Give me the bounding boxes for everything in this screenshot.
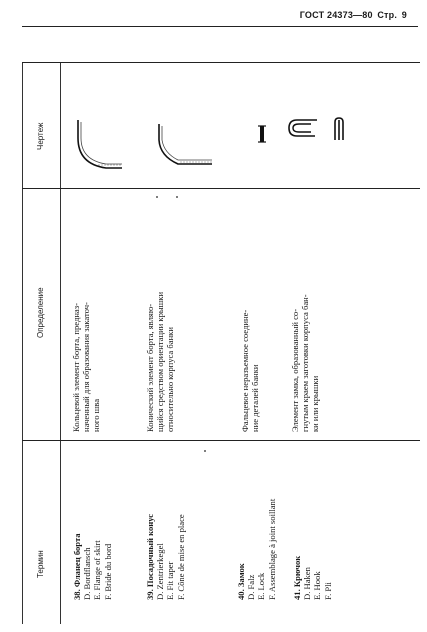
definition-line: Фальцевое неразъемное соедине-: [240, 309, 250, 432]
definition-line: щийся средством ориентации крышки: [155, 291, 166, 432]
term-french: F. Assemblage à joint soillant: [266, 498, 277, 600]
term-title: 41. Крючок: [292, 555, 302, 600]
page-header: [298, 10, 407, 20]
term-french: F. Bride du bord: [102, 543, 113, 600]
term-english: E. Hook: [312, 571, 323, 600]
term-definition-divider: [22, 440, 420, 441]
taper-profile-icon: [156, 122, 214, 172]
definition-drawing-divider: [22, 188, 420, 189]
table-left-border: [22, 62, 23, 624]
term-german: D. Zentrierkegel: [155, 543, 166, 600]
definition-entry-39: [145, 292, 176, 432]
term-title: 40. Замок: [236, 563, 246, 600]
term-entry-40: [236, 499, 277, 600]
standard-number: ГОСТ 24373—80: [299, 10, 373, 20]
definition-line: ние деталей банки: [250, 364, 261, 432]
column-head-term: Термин: [36, 550, 45, 578]
definition-line: ного шва: [91, 398, 102, 432]
definition-line: гнутым краем заготовки корпуса бан-: [300, 294, 311, 432]
header-rule: [22, 26, 418, 27]
term-german: D. Falz: [246, 574, 257, 600]
term-german: D. Bordflansch: [82, 547, 93, 600]
term-english: E. Lock: [256, 572, 267, 600]
table-top-border: [22, 62, 420, 63]
term-title: 38. Фланец борта: [72, 533, 82, 600]
column-head-drawing: Чертеж: [36, 122, 45, 150]
column-head-definition: Определение: [36, 287, 45, 338]
term-entry-38: [72, 533, 113, 600]
definition-line: относительно корпуса банки: [165, 327, 176, 432]
term-french: F. Cône de mise en place: [175, 514, 186, 600]
lock-seam-icon: [256, 124, 270, 146]
term-entry-41: [292, 556, 333, 600]
term-title: 39. Посадочный конус: [145, 513, 155, 600]
header-row-divider: [60, 62, 61, 624]
page-label: Стр.: [377, 10, 398, 20]
term-english: E. Fit taper: [165, 561, 176, 600]
definition-entry-38: [71, 302, 102, 432]
flange-profile-icon: [76, 118, 126, 174]
definition-entry-40: [240, 310, 260, 432]
term-french: F. Pli: [322, 582, 333, 600]
term-english: E. Flange of skirt: [92, 540, 103, 600]
definition-line: Кольцевой элемент борта, предназ-: [71, 302, 81, 432]
page-number: 9: [401, 10, 407, 20]
ink-speck: [156, 196, 158, 198]
ink-speck: [204, 450, 206, 452]
definition-line: Конический элемент борта, являю-: [145, 303, 155, 432]
definition-line: Элемент замка, образованный со-: [290, 308, 300, 432]
hook-profile-icon: [287, 116, 347, 144]
definition-line: ки или крышки: [310, 375, 321, 432]
term-german: D. Haken: [302, 567, 313, 600]
definition-entry-41: [290, 294, 321, 432]
ink-speck: [176, 196, 178, 198]
term-entry-39: [145, 514, 186, 600]
definition-line: наченный для образования закаточ-: [81, 302, 92, 432]
